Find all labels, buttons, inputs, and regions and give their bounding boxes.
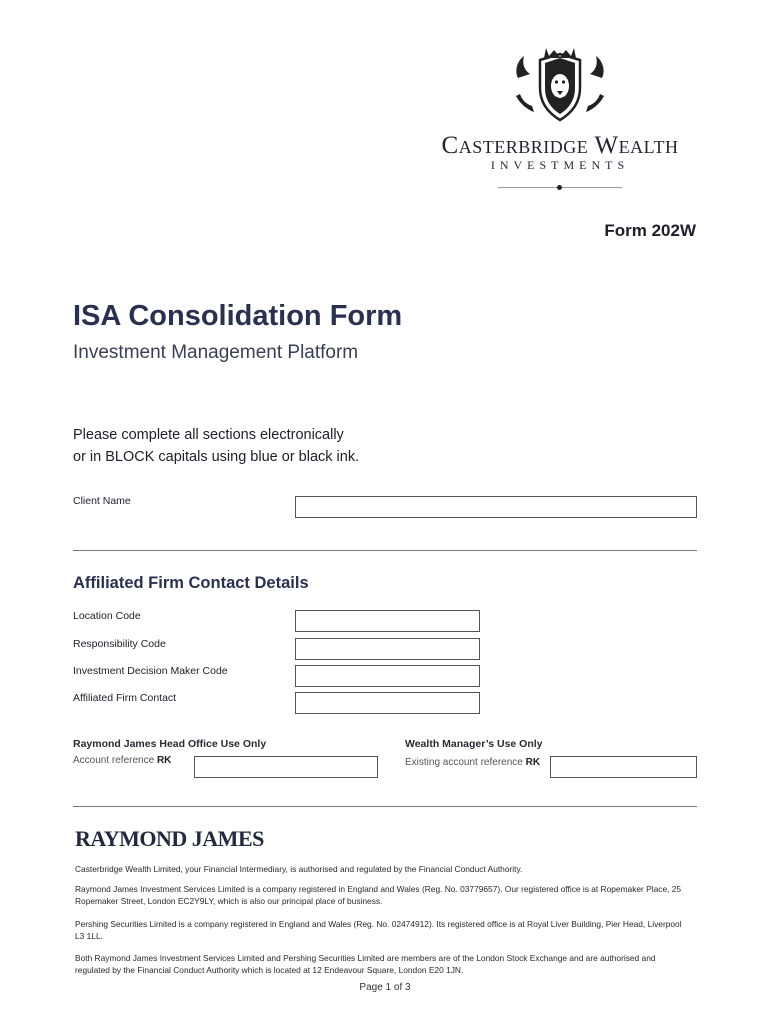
client-name-label: Client Name (73, 495, 131, 507)
account-reference-prefix-rk: RK (156, 755, 172, 766)
page-subtitle: Investment Management Platform (73, 342, 359, 363)
existing-account-reference-label-text: Existing account reference (405, 757, 523, 768)
affiliated-firm-contact-field[interactable] (295, 692, 480, 714)
affiliated-section-heading: Affiliated Firm Contact Details (73, 574, 309, 592)
account-reference-label (73, 755, 171, 766)
investment-decision-maker-code-field[interactable] (295, 665, 480, 687)
client-name-field[interactable] (295, 496, 697, 518)
affiliated-firm-contact-label: Affiliated Firm Contact (73, 692, 177, 704)
location-code-label: Location Code (73, 610, 141, 622)
instructions-line-1: Please complete all sections electronically (73, 427, 344, 443)
legal-text-2: Raymond James Investment Services Limited is a company registered in England and Wales (Reg. No. 03779657). Our registered office is at Ropemaker Place, 25 Ropemaker Street, London EC2Y9LY, which is also our principal place of business. (75, 884, 682, 906)
location-code-field[interactable] (295, 610, 480, 632)
legal-text-1: Casterbridge Wealth Limited, your Financial Intermediary, is authorised and regulated by the Financial Conduct Authority. (75, 864, 523, 874)
form-number: Form 202W (604, 221, 696, 240)
brand-name: Casterbridge Wealth (441, 132, 679, 159)
investment-decision-maker-code-label: Investment Decision Maker Code (73, 665, 228, 677)
section-divider-1 (73, 550, 697, 551)
brand-divider-dot (557, 185, 562, 190)
brand-tagline: INVESTMENTS (490, 158, 630, 172)
raymond-james-logo: RAYMOND JAMES (75, 826, 264, 851)
account-reference-label-text: Account reference (73, 755, 155, 766)
responsibility-code-field[interactable] (295, 638, 480, 660)
page-number: Page 1 of 3 (359, 982, 411, 993)
existing-account-reference-prefix-rk: RK (525, 757, 541, 768)
lion-crest-logo (512, 48, 608, 124)
instructions-line-2: or in BLOCK capitals using blue or black ink. (73, 449, 360, 465)
page-title: ISA Consolidation Form (73, 300, 403, 332)
responsibility-code-label: Responsibility Code (73, 638, 166, 650)
instructions (73, 424, 359, 468)
section-divider-2 (73, 806, 697, 807)
wealth-manager-heading: Wealth Manager’s Use Only (405, 738, 543, 750)
existing-account-reference-field[interactable] (550, 756, 697, 778)
legal-text-4: Both Raymond James Investment Services Limited and Pershing Securities Limited are members are of the London Stock Exchange and are authorised and regulated by the Financial Conduct Authority which is located at 12 Endeavour Square, London E20 1JN. (75, 953, 656, 975)
head-office-heading: Raymond James Head Office Use Only (73, 738, 267, 750)
legal-text-3: Pershing Securities Limited is a company registered in England and Wales (Reg. No. 02474912). Its registered office is at Royal Liver Building, Pier Head, Liverpool L3 1LL. (75, 919, 682, 941)
account-reference-field[interactable] (194, 756, 378, 778)
existing-account-reference-label (405, 757, 540, 768)
